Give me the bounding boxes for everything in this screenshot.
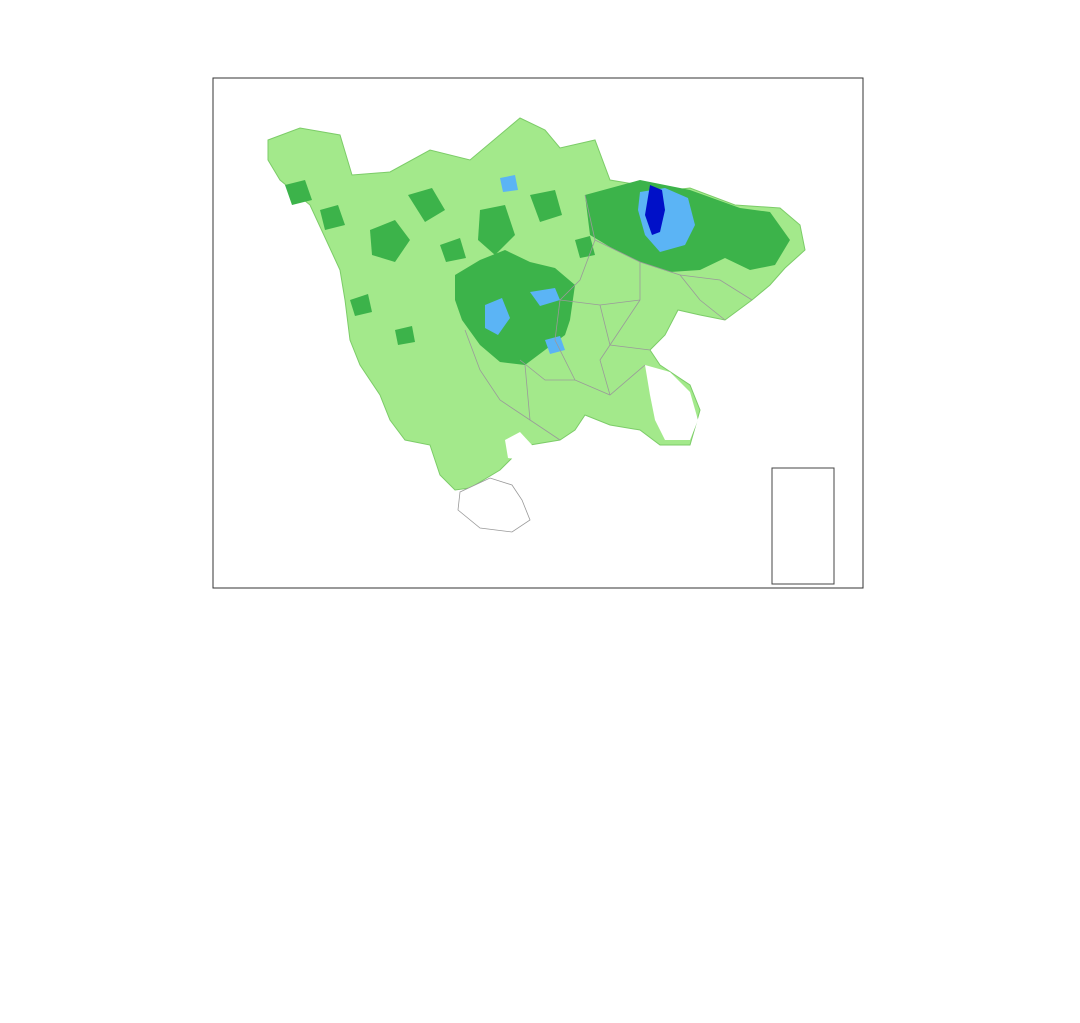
map-legend	[772, 468, 834, 584]
legend-box	[772, 468, 834, 584]
